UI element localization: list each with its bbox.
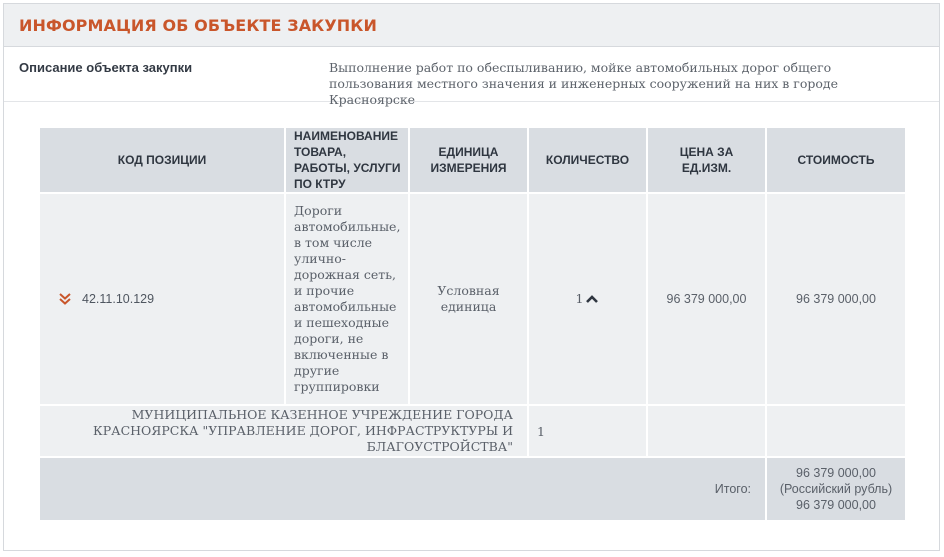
position-code: 42.11.10.129 <box>82 292 155 306</box>
header-name: НАИМЕНОВАНИЕ ТОВАРА, РАБОТЫ, УСЛУГИ ПО КТРУ <box>285 127 409 193</box>
qty-value: 1 <box>575 291 584 306</box>
header-cost: СТОИМОСТЬ <box>766 127 906 193</box>
cell-name: Дороги автомобильные, в том числе улично-дорожная сеть, и прочие автомобильные и пешеходные дороги, не включенные в другие группировки <box>285 193 409 405</box>
description-value: Выполнение работ по обеспыливанию, мойке автомобильных дорог общего пользования местного значения и инженерных сооружений на них в городе Красноярске <box>329 60 839 107</box>
customer-row <box>39 405 906 457</box>
table-header-row <box>39 127 906 193</box>
header-unit: ЕДИНИЦА ИЗМЕРЕНИЯ <box>409 127 528 193</box>
description-row <box>4 47 939 107</box>
cell-qty <box>528 193 647 405</box>
description-label: Описание объекта закупки <box>19 60 193 75</box>
cell-unit: Условная единица <box>409 193 528 405</box>
total-currency: (Российский рубль) <box>779 482 893 496</box>
customer-name: МУНИЦИПАЛЬНОЕ КАЗЕННОЕ УЧРЕЖДЕНИЕ ГОРОДА КРАСНОЯРСКА "УПРАВЛЕНИЕ ДОРОГ, ИНФРАСТРУКТУРЫ И БЛАГОУСТРОЙСТВА" <box>39 405 528 457</box>
table-row <box>39 193 906 405</box>
chevron-up-icon[interactable] <box>585 294 599 304</box>
panel-title: ИНФОРМАЦИЯ ОБ ОБЪЕКТЕ ЗАКУПКИ <box>19 15 377 35</box>
total-row <box>39 457 906 521</box>
total-amount-rub: 96 379 000,00 <box>796 498 876 512</box>
cell-price: 96 379 000,00 <box>647 193 766 405</box>
total-value <box>766 457 906 521</box>
header-code: КОД ПОЗИЦИИ <box>39 127 285 193</box>
panel-header <box>4 4 939 47</box>
total-amount: 96 379 000,00 <box>796 466 876 480</box>
cell-cost: 96 379 000,00 <box>766 193 906 405</box>
double-chevron-down-icon[interactable] <box>58 292 72 306</box>
header-qty: КОЛИЧЕСТВО <box>528 127 647 193</box>
purchase-object-panel <box>3 3 940 551</box>
customer-qty: 1 <box>528 405 647 457</box>
items-table <box>38 126 907 522</box>
customer-cost-empty <box>766 405 906 457</box>
cell-code <box>39 193 285 405</box>
total-label: Итого: <box>39 457 766 521</box>
header-price: ЦЕНА ЗА ЕД.ИЗМ. <box>647 127 766 193</box>
customer-price-empty <box>647 405 766 457</box>
